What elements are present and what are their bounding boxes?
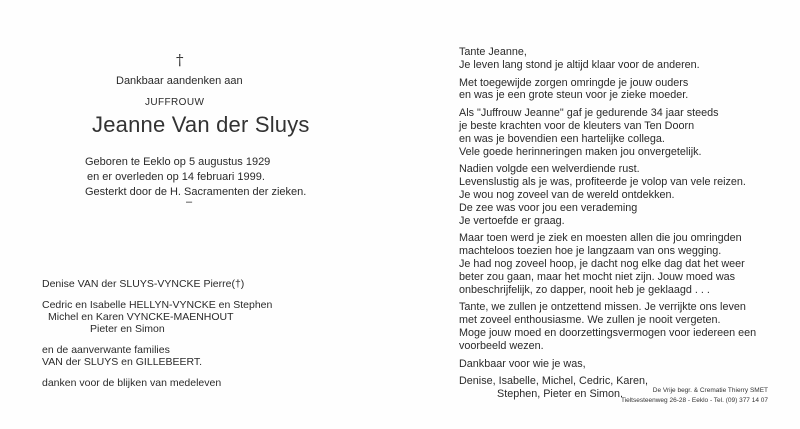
poem-line: voorbeeld wezen. [459,339,544,352]
poem-line: Levenslustig als je was, profiteerde je volop van vele reizen. [459,176,746,189]
poem-line: machteloos toezien hoe je langzaam van ons wegging. [459,245,722,258]
family-line: danken voor de blijken van medeleven [42,377,222,389]
family-line: en de aanverwante families [42,344,170,356]
poem-line: Vele goede herinneringen maken jou onvergetelijk. [459,145,702,158]
poem-line: De zee was voor jou een verademing [459,201,638,214]
poem-line: Stephen, Pieter en Simon. [497,388,624,401]
family-line: Michel en Karen VYNCKE-MAENHOUT [48,311,234,323]
poem-line: Met toegewijde zorgen omringde je jouw ouders [459,76,689,89]
birth-line: Geboren te Eeklo op 5 augustus 1929 [85,156,271,168]
poem-line: Denise, Isabelle, Michel, Cedric, Karen, [459,375,649,388]
poem-line: Je leven lang stond je altijd klaar voor de anderen. [459,58,700,71]
poem-line: Maar toen werd je ziek en moesten allen die jou omringden [459,232,742,245]
family-line: Cedric en Isabelle HELLYN-VYNCKE en Stephen [42,299,273,311]
funeral-home-address: Tieltsesteenweg 26-28 - Eeklo - Tel. (09) 377 14 07 [620,397,768,404]
poem-line: Je vertoefde er graag. [459,214,565,227]
poem-stanza [459,358,779,371]
deceased-name: Jeanne Van der Sluys [92,112,310,137]
poem-stanza [459,232,779,296]
poem-line: Moge jouw moed en doorzettingsvermogen voor iedereen een [459,326,757,339]
poem-line: en was je bovendien een hartelijke collega. [459,132,665,145]
funeral-home-name: De Vrije begr. & Crematie Thierry SMET [652,387,768,394]
poem-line: met zoveel enthousiasme. We zullen je nooit vergeten. [459,314,721,327]
poem-stanza [459,301,779,352]
poem-line: beter zou gaan, maar het mocht niet zijn. Jouw moed was [459,270,736,283]
poem-stanza [459,163,779,227]
poem-stanza [459,77,779,103]
poem-line: Dankbaar voor wie je was, [459,357,586,370]
poem-line: Nadien volgde een welverdiende rust. [459,163,640,176]
divider: – [186,196,193,208]
life-dates [0,155,306,200]
poem-line: onbeschrijfelijk, zo dapper, nooit heb je geklaagd . . . [459,283,710,296]
intro-text: Dankbaar aandenken aan [116,75,243,87]
family-line: Denise VAN der SLUYS-VYNCKE Pierre(†) [42,278,245,290]
poem-line: je beste krachten voor de kleuters van Ten Doorn [459,119,695,132]
sacraments-line: Gesterkt door de H. Sacramenten der zieken. [85,186,307,198]
poem-line: Tante Jeanne, [459,46,527,58]
poem-line: Je had nog zoveel hoop, je dacht nog elke dag dat het weer [459,257,745,270]
family-line: VAN der SLUYS en GILLEBEERT. [42,356,203,368]
poem [459,46,779,406]
poem-stanza [459,107,779,158]
cross-icon: † [176,51,184,69]
death-line: en er overleden op 14 februari 1999. [87,171,265,183]
poem-line: Je wou nog zoveel van de wereld ontdekken. [459,188,675,201]
poem-stanza [459,46,779,72]
family-line: Pieter en Simon [90,323,165,335]
poem-line: Tante, we zullen je ontzettend missen. Je verrijkte ons leven [459,301,746,314]
poem-line: Als "Juffrouw Jeanne" gaf je gedurende 34 jaar steeds [459,107,719,120]
poem-line: en was je een grote steun voor je zieke moeder. [459,89,689,102]
honorific: JUFFROUW [145,97,205,108]
